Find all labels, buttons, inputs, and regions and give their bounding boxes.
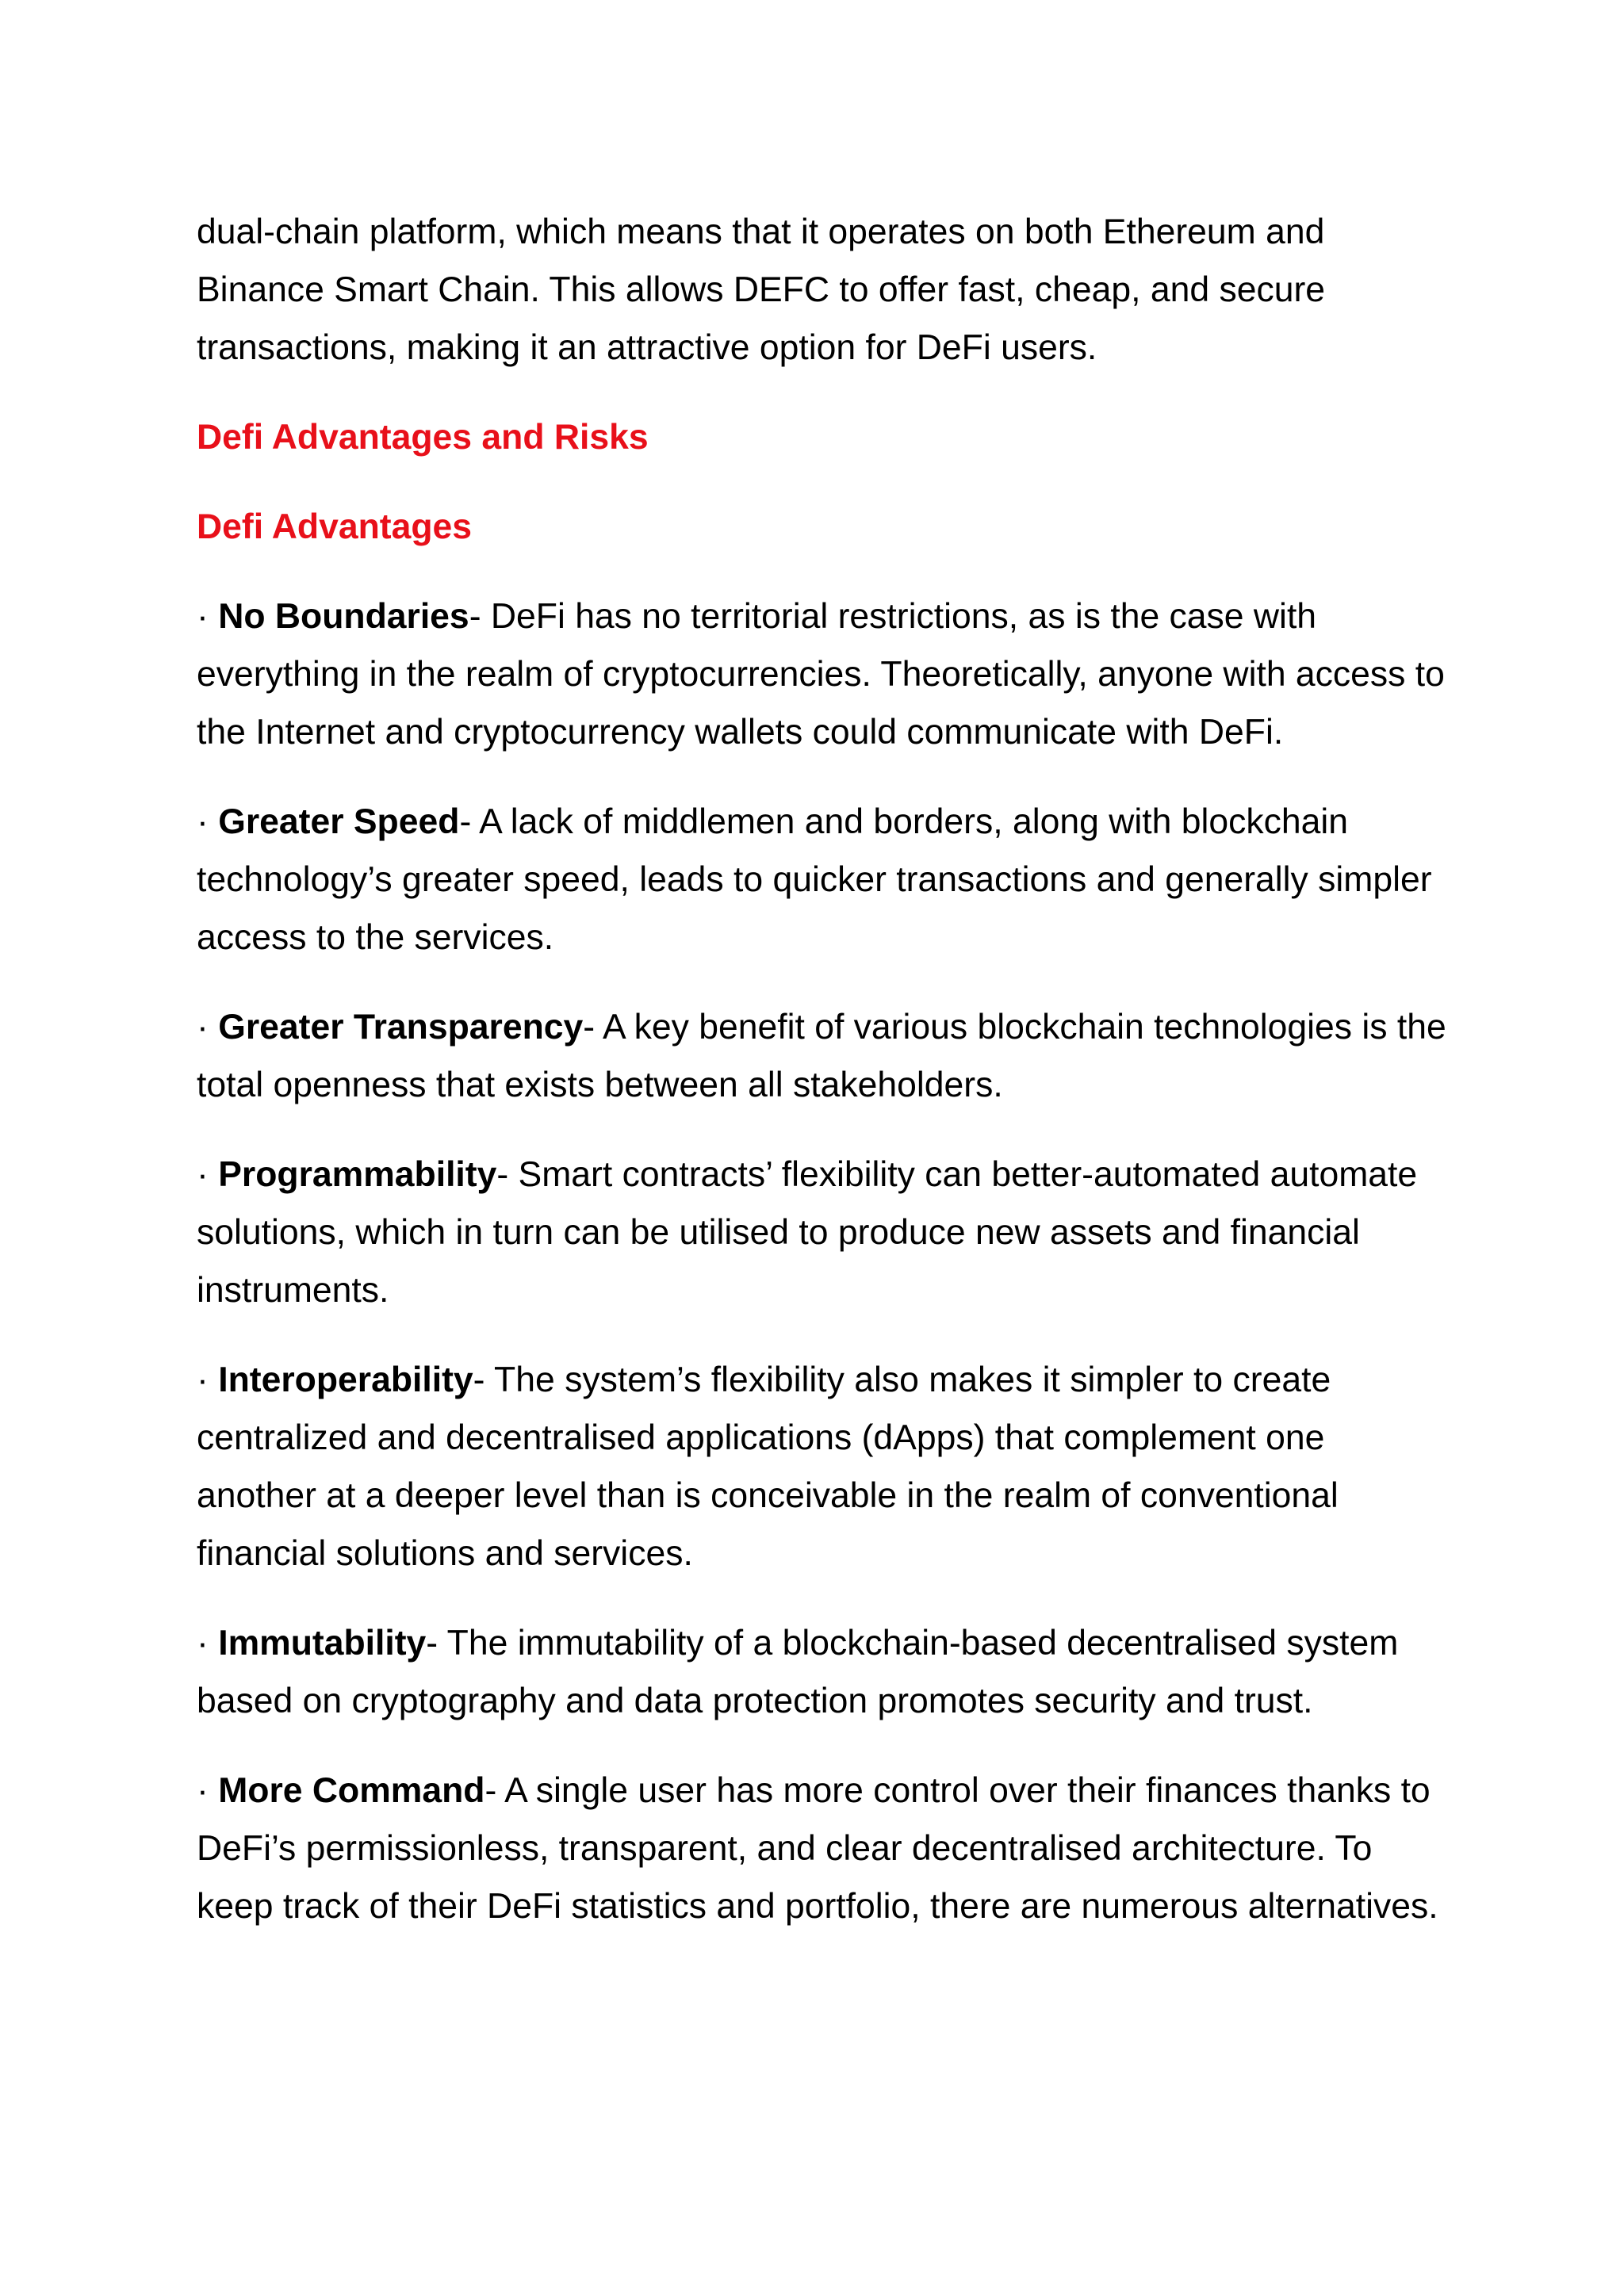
advantage-item-more-command xyxy=(197,1762,1450,1935)
advantage-item-interoperability xyxy=(197,1351,1450,1582)
bullet-symbol: · xyxy=(197,802,209,841)
advantage-term: Programmability xyxy=(218,1155,497,1194)
advantage-term: Immutability xyxy=(218,1624,427,1663)
advantage-term: Greater Transparency xyxy=(218,1008,584,1047)
document-page xyxy=(197,203,1450,1967)
advantage-term: More Command xyxy=(218,1771,485,1810)
heading-advantages-and-risks: Defi Advantages and Risks xyxy=(197,418,649,457)
advantage-text: - The immutability of a blockchain-based decentralised system based on cryptography and data protection promotes security and trust. xyxy=(197,1624,1399,1720)
intro-paragraph: dual-chain platform, which means that it operates on both Ethereum and Binance Smart Chain. This allows DEFC to offer fast, cheap, and secure transactions, making it an attractive option for DeFi users. xyxy=(197,212,1326,367)
bullet-symbol: · xyxy=(197,1008,209,1047)
advantage-term: Interoperability xyxy=(218,1360,473,1399)
advantage-item-greater-speed xyxy=(197,793,1450,966)
advantage-term: Greater Speed xyxy=(218,802,460,841)
advantage-item-immutability xyxy=(197,1614,1450,1730)
advantage-item-greater-transparency xyxy=(197,998,1450,1114)
heading-advantages: Defi Advantages xyxy=(197,507,473,546)
advantage-text: - A key benefit of various blockchain technologies is the total openness that exists between all stakeholders. xyxy=(197,1008,1446,1104)
bullet-symbol: · xyxy=(197,597,209,636)
advantage-item-no-boundaries xyxy=(197,587,1450,761)
advantage-text: - The system’s flexibility also makes it simpler to create centralized and decentralised applications (dApps) that complement one another at a deeper level than is conceivable in the realm of conventional financial solutions and services. xyxy=(197,1360,1339,1573)
advantage-text: - DeFi has no territorial restrictions, as is the case with everything in the realm of cryptocurrencies. Theoretically, anyone with access to the Internet and cryptocurrency wallets could communicate with DeFi. xyxy=(197,597,1445,752)
bullet-symbol: · xyxy=(197,1624,209,1663)
advantage-term: No Boundaries xyxy=(218,597,469,636)
advantage-item-programmability xyxy=(197,1146,1450,1319)
advantage-text: - Smart contracts’ flexibility can better-automated automate solutions, which in turn can be utilised to produce new assets and financial instruments. xyxy=(197,1155,1418,1310)
bullet-symbol: · xyxy=(197,1771,209,1810)
bullet-symbol: · xyxy=(197,1155,209,1194)
advantage-text: - A lack of middlemen and borders, along with blockchain technology’s greater speed, leads to quicker transactions and generally simpler access to the services. xyxy=(197,802,1432,957)
advantage-text: - A single user has more control over their finances thanks to DeFi’s permissionless, transparent, and clear decentralised architecture. To keep track of their DeFi statistics and portfolio, there are numerous alternatives. xyxy=(197,1771,1438,1926)
bullet-symbol: · xyxy=(197,1360,209,1399)
